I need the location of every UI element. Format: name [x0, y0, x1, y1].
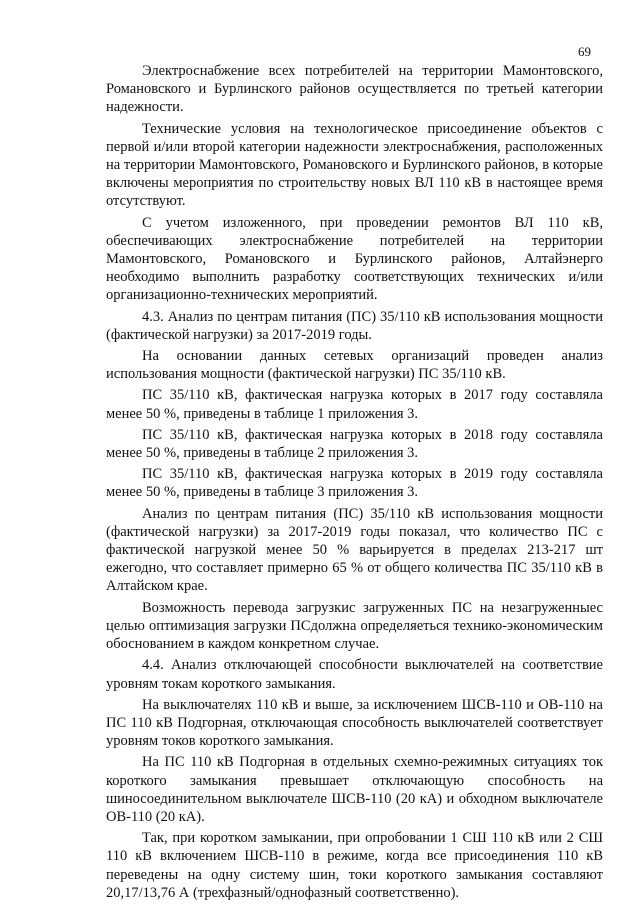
- paragraph-repair-measures: С учетом изложенного, при проведении ремонтов ВЛ 110 кВ, обеспечивающих электроснабжение потребителей на территории Мамонтовского, Романовского и Бурлинского районов, Алтайэнерго необходимо выполнить разработку соответствующих технических и/или организационно-технических мероприятий.: [106, 214, 603, 304]
- paragraph-load-transfer: Возможность перевода загрузкис загруженных ПС на незагруженныес целью оптимизация загрузки ПСдолжна определяеться технико-экономическим обоснованием в каждом конкретном случае.: [106, 599, 603, 653]
- document-body: [106, 62, 603, 905]
- section-heading-4-4: 4.4. Анализ отключающей способности выключателей на соответствие уровням токам короткого замыкания.: [106, 657, 603, 692]
- paragraph-podgornaya-exceedance: На ПС 110 кВ Подгорная в отдельных схемно-режимных ситуациях ток короткого замыкания превышает отключающую способность на шиносоединительном выключателе ШСВ-110 (20 кА) и обходном выключателе ОВ-110 (20 кА).: [106, 754, 603, 825]
- paragraph-load-2018: ПС 35/110 кВ, фактическая нагрузка которых в 2018 году составляла менее 50 %, приведены в таблице 2 приложения 3.: [106, 426, 603, 462]
- paragraph-breakers-compliance: На выключателях 110 кВ и выше, за исключением ШСВ-110 и ОВ-110 на ПС 110 кВ Подгорная, отключающая способность выключателей соответствует уровням токов короткого замыкания.: [106, 696, 603, 750]
- section-heading-4-3: 4.3. Анализ по центрам питания (ПС) 35/110 кВ использования мощности (фактической нагрузки) за 2017-2019 годы.: [106, 308, 603, 343]
- paragraph-load-2017: ПС 35/110 кВ, фактическая нагрузка которых в 2017 году составляла менее 50 %, приведены в таблице 1 приложения 3.: [106, 387, 603, 422]
- paragraph-load-summary: Анализ по центрам питания (ПС) 35/110 кВ использования мощности (фактической нагрузки) за 2017-2019 годы показал, что количество ПС с фактической нагрузкой менее 50 % варьируется в пределах 213-217 шт ежегодно, что составляет примерно 65 % от общего количества ПС 35/110 кВ в Алтайском крае.: [106, 505, 603, 595]
- page-number: 69: [578, 44, 591, 59]
- paragraph-technical-conditions: Технические условия на технологическое присоединение объектов с первой и/или второй категории надежности электроснабжения, расположенных на территории Мамонтовского, Романовского и Бурлинского районов, в которые включены мероприятия по строительству новых ВЛ 110 кВ в настоящее время отсутствуют.: [106, 120, 603, 210]
- paragraph-load-2019: ПС 35/110 кВ, фактическая нагрузка которых в 2019 году составляла менее 50 %, приведены в таблице 3 приложения 3.: [106, 466, 603, 501]
- paragraph-reliability-category: Электроснабжение всех потребителей на территории Мамонтовского, Романовского и Бурлинского районов осуществляется по третьей категории надежности.: [106, 63, 603, 116]
- paragraph-short-circuit-currents: Так, при коротком замыкании, при опробовании 1 СШ 110 кВ или 2 СШ 110 кВ включением ШСВ-110 в режиме, когда все присоединения 110 кВ переведены на одну систему шин, токи короткого замыкания составляют 20,17/13,76 А (трехфазный/однофазный соответственно).: [106, 830, 603, 901]
- paragraph-network-data-analysis: На основании данных сетевых организаций проведен анализ использования мощности (фактической нагрузки) ПС 35/110 кВ.: [106, 348, 603, 383]
